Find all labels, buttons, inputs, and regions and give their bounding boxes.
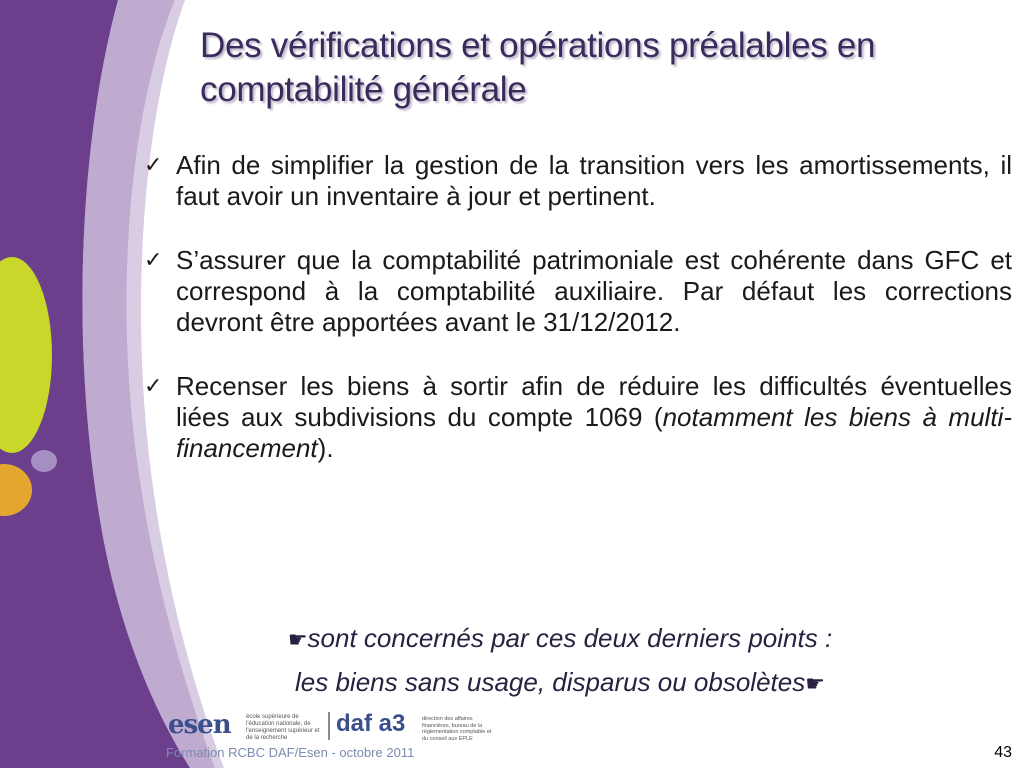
logo-divider xyxy=(328,712,330,740)
bullet-assets-removal xyxy=(140,371,1012,464)
page-number: 43 xyxy=(994,744,1012,761)
pointing-hand-icon: ☛ xyxy=(805,672,825,697)
bullet-text: S’assurer que la comptabilité patrimoniale est cohérente dans GFC et correspond à la comptabilité auxiliaire. Par défaut les corrections devront être apportées avant le 31/12/2012. xyxy=(176,245,1012,337)
bullet-text-end: ). xyxy=(317,433,334,463)
note-line-1 xyxy=(180,622,940,657)
note-text-1: sont concernés par ces deux derniers points : xyxy=(307,623,833,653)
bullet-inventory xyxy=(140,150,1012,212)
bullet-consistency xyxy=(140,245,1012,338)
footer-text: Formation RCBC DAF/Esen - octobre 2011 xyxy=(166,745,415,760)
checkmark-icon: ✓ xyxy=(144,248,163,273)
lavender-dot xyxy=(31,450,57,472)
bullet-list xyxy=(140,150,1012,464)
slide-title: Des vérifications et opérations préalables en comptabilité générale xyxy=(200,26,876,109)
daf-caption: direction des affaires financières, bureau de la réglementation comptable et du conseil aux EPLE xyxy=(422,716,492,742)
bullet-text: Afin de simplifier la gestion de la transition vers les amortissements, il faut avoir un inventaire à jour et pertinent. xyxy=(176,150,1012,211)
note-line-2 xyxy=(180,666,940,701)
pointing-hand-icon: ☛ xyxy=(287,628,308,653)
checkmark-icon: ✓ xyxy=(144,153,163,178)
note-text-2: les biens sans usage, disparus ou obsolètes xyxy=(295,667,806,697)
daf-logo: daf a3 xyxy=(336,710,406,737)
logo-bar xyxy=(168,704,492,744)
bullet-text: Recenser les biens à sortir afin de réduire les difficultés éventuelles liées aux subdivisions du compte 1069 ( xyxy=(176,371,1012,432)
checkmark-icon: ✓ xyxy=(144,374,163,399)
bullet-text-italic: notamment les biens à multi-financement xyxy=(176,402,1012,463)
esen-caption: école supérieure de l'éducation nationale, de l'enseignement supérieur et de la recherche xyxy=(246,714,320,741)
esen-logo: esen xyxy=(168,710,231,740)
